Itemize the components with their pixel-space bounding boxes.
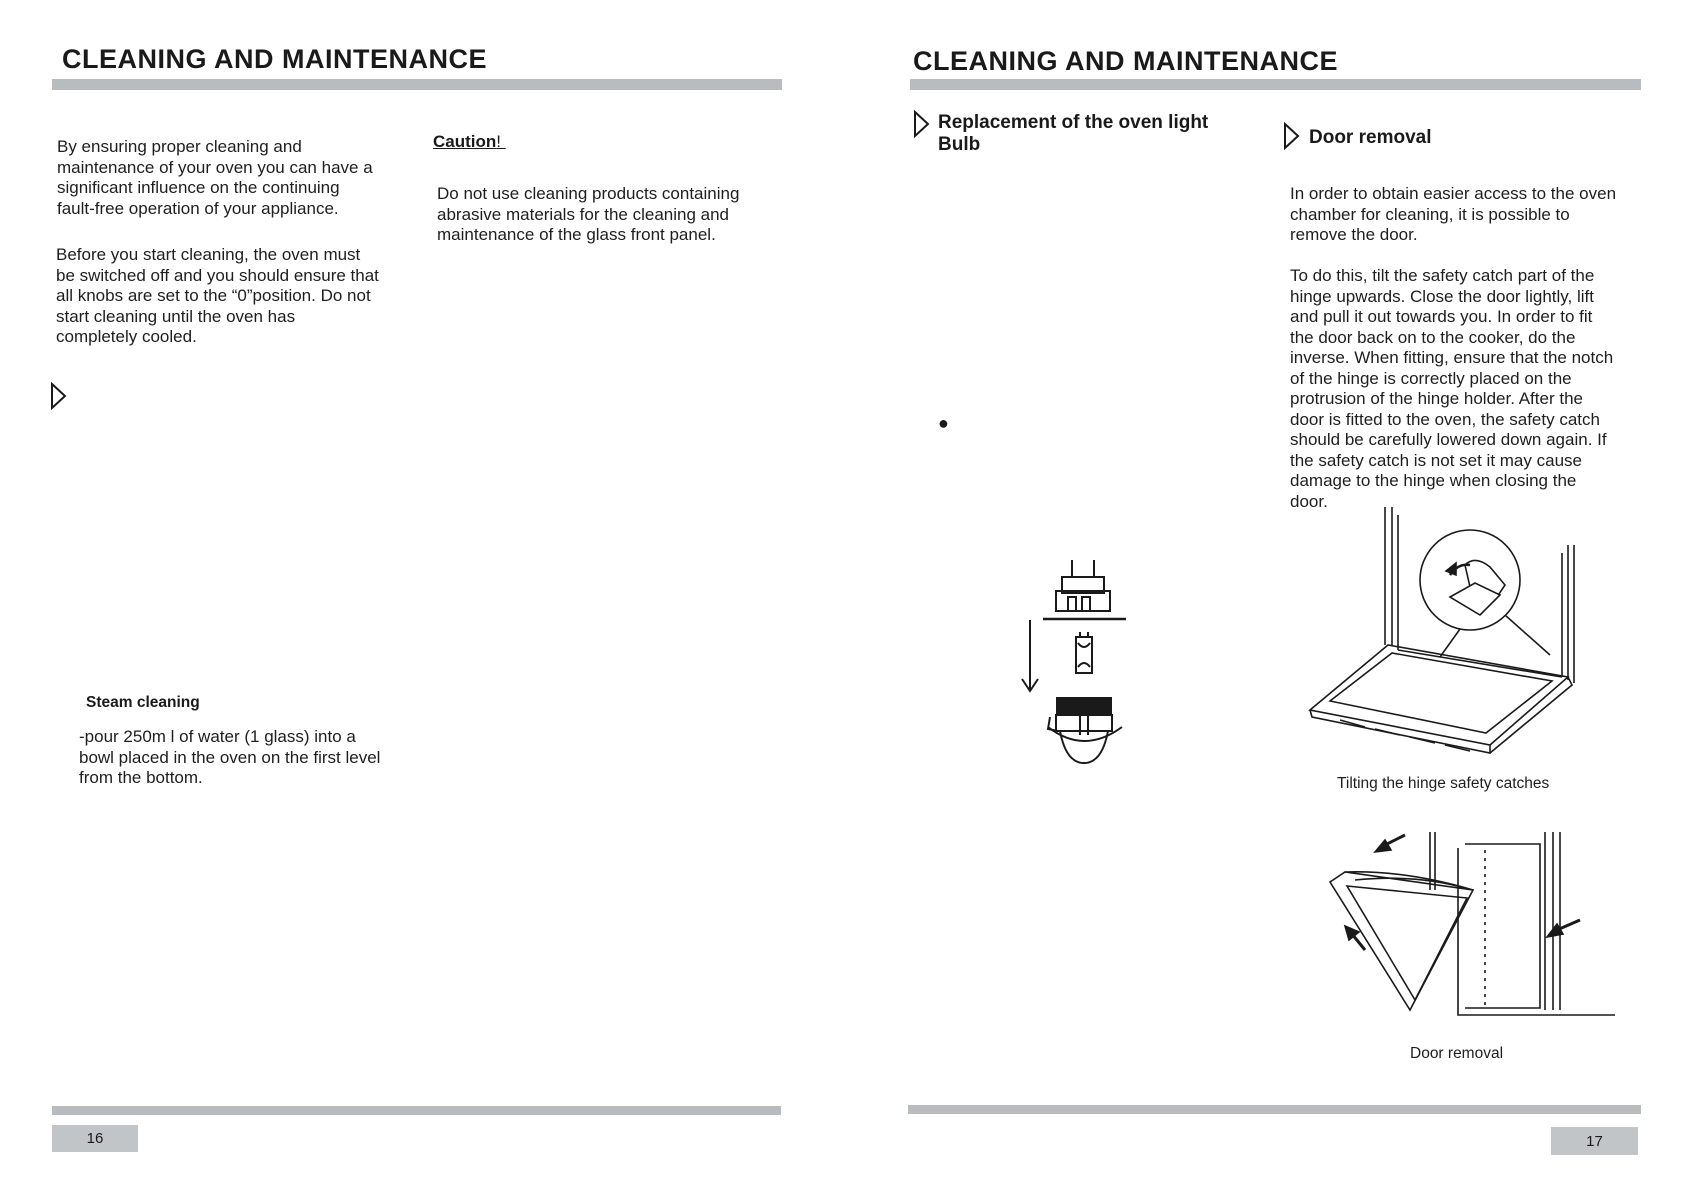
- intro-paragraph: [57, 137, 417, 219]
- hinge-caption: Tilting the hinge safety catches: [1337, 775, 1550, 792]
- right-page-title: CLEANING AND MAINTENANCE: [913, 46, 1338, 76]
- right-page-number: 17: [1551, 1127, 1638, 1155]
- before-line: Before you start cleaning, the oven must: [56, 245, 361, 264]
- section-triangle-icon: [913, 110, 931, 138]
- caution-line: abrasive materials for the cleaning and: [437, 204, 729, 224]
- before-cleaning-paragraph: [56, 245, 416, 348]
- left-footer-rule: [52, 1106, 781, 1115]
- door-step-line: inverse. When fitting, ensure that the notch: [1290, 348, 1614, 367]
- door-intro-line: remove the door.: [1290, 225, 1418, 244]
- bulb-heading-line: Replacement of the oven light: [938, 112, 1209, 133]
- steam-cleaning-paragraph: [79, 727, 429, 789]
- intro-line: By ensuring proper cleaning and: [57, 137, 302, 156]
- door-removal-caption: Door removal: [1410, 1045, 1504, 1062]
- door-steps-paragraph: [1290, 266, 1675, 512]
- door-step-line: should be carefully lowered down again. If: [1290, 430, 1607, 449]
- door-step-line: To do this, tilt the safety catch part of the: [1290, 266, 1595, 285]
- section-triangle-icon: [50, 382, 68, 410]
- intro-line: maintenance of your oven you can have a: [57, 157, 373, 177]
- bulb-replacement-heading: [938, 112, 1243, 156]
- hinge-safety-catch-illustration: [1300, 505, 1600, 755]
- intro-line: fault-free operation of your appliance.: [57, 198, 339, 218]
- bullet-point: ●: [938, 413, 949, 433]
- right-footer-rule: [908, 1105, 1641, 1114]
- steam-line: -pour 250m l of water (1 glass) into a: [79, 727, 356, 746]
- caution-label: [433, 132, 506, 152]
- caution-line: Do not use cleaning products containing: [437, 184, 740, 203]
- before-line: start cleaning until the oven has: [56, 306, 296, 326]
- steam-cleaning-heading: Steam cleaning: [86, 694, 200, 711]
- before-line: all knobs are set to the “0”position. Do not: [56, 286, 371, 305]
- bulb-heading-line: Bulb: [938, 134, 981, 155]
- door-removal-heading: Door removal: [1309, 127, 1432, 148]
- door-step-line: door.: [1290, 491, 1328, 511]
- before-line: completely cooled.: [56, 327, 197, 346]
- door-step-line: protrusion of the hinge holder. After the: [1290, 389, 1583, 408]
- door-step-line: of the hinge is correctly placed on the: [1290, 368, 1572, 388]
- bulb-replacement-illustration: [1010, 555, 1145, 765]
- steam-line: from the bottom.: [79, 768, 203, 787]
- door-intro-line: In order to obtain easier access to the oven: [1290, 184, 1617, 203]
- door-step-line: the safety catch is not set it may cause: [1290, 450, 1582, 470]
- door-step-line: hinge upwards. Close the door lightly, lift: [1290, 286, 1594, 306]
- door-intro-paragraph: [1290, 184, 1675, 246]
- door-step-line: the door back on to the cooker, do the: [1290, 327, 1576, 347]
- right-title-rule: [910, 79, 1641, 90]
- door-step-line: damage to the hinge when closing the: [1290, 471, 1577, 490]
- before-line: be switched off and you should ensure that: [56, 265, 379, 285]
- caution-word: Caution: [433, 132, 497, 151]
- door-step-line: door is fitted to the oven, the safety catch: [1290, 409, 1600, 429]
- section-triangle-icon: [1283, 122, 1301, 150]
- left-page-title: CLEANING AND MAINTENANCE: [62, 44, 487, 74]
- door-intro-line: chamber for cleaning, it is possible to: [1290, 204, 1570, 224]
- left-page-number: 16: [52, 1125, 138, 1152]
- intro-line: significant influence on the continuing: [57, 178, 340, 197]
- steam-line: bowl placed in the oven on the first level: [79, 747, 381, 767]
- door-step-line: and pull it out towards you. In order to fit: [1290, 307, 1593, 326]
- caution-mark: !: [496, 132, 502, 151]
- door-removal-illustration: [1325, 830, 1620, 1015]
- caution-paragraph: [437, 184, 787, 246]
- left-title-rule: [52, 79, 782, 90]
- caution-line: maintenance of the glass front panel.: [437, 225, 716, 244]
